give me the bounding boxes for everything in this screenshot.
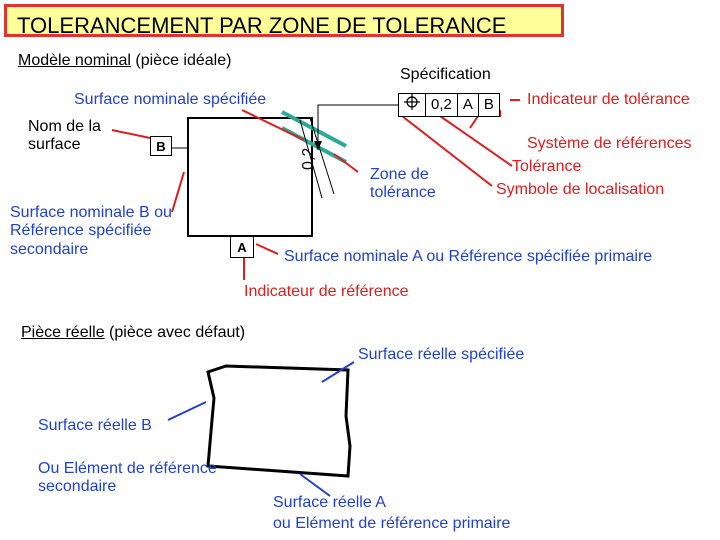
surface-reelle-a-line1: Surface réelle A <box>273 494 386 511</box>
surface-reelle-a-line2: ou Elément de référence primaire <box>273 515 511 532</box>
datum-b-letter: B <box>156 138 166 154</box>
surface-b-reference-label: Surface nominale B ou Référence spécifiée secondaire <box>10 204 172 258</box>
surface-a-reference-label: Surface nominale A ou Référence spécifiée primaire <box>284 248 653 265</box>
page-title: TOLERANCEMENT PAR ZONE DE TOLERANCE <box>17 13 507 38</box>
datum-a-tag <box>230 236 254 258</box>
real-part-heading <box>21 324 245 342</box>
leader-reelle-b <box>168 402 206 420</box>
nominal-model-heading <box>18 52 231 70</box>
symbole-localisation-label: Symbole de localisation <box>496 181 665 198</box>
leader-systeme-ref <box>470 116 478 128</box>
systeme-references-label: Système de références <box>527 135 692 152</box>
leader-surface-specifiee <box>242 110 304 140</box>
real-part-outline <box>208 366 350 476</box>
nominal-model-suffix: (pièce idéale) <box>130 52 232 69</box>
surface-nominale-specifiee-label: Surface nominale spécifiée <box>74 91 267 108</box>
specification-label: Spécification <box>400 66 491 83</box>
datum-b-tag <box>150 136 172 156</box>
surface-reelle-specifiee-label: Surface réelle spécifiée <box>358 346 525 363</box>
indicateur-tolerance-label: Indicateur de tolérance <box>527 91 690 108</box>
fcf-tolerance-cell: 0,2 <box>426 94 458 116</box>
fcf-leader <box>318 105 398 150</box>
fcf-datum-b-cell: B <box>483 96 494 113</box>
leader-surface-a <box>256 244 278 254</box>
tolerance-dimension-label: 0,2 <box>300 147 317 170</box>
real-part-label: Pièce réelle <box>21 324 105 341</box>
fcf-datum-a-cell: A <box>458 94 479 116</box>
element-ref-secondaire-label: Ou Elément de référence secondaire <box>38 460 217 496</box>
zone-tolerance-label: Zone de tolérance <box>370 166 436 202</box>
leader-reelle-a <box>300 474 330 496</box>
leader-zone <box>334 154 358 172</box>
nominal-model-label: Modèle nominal <box>18 52 131 69</box>
indicateur-reference-label: Indicateur de référence <box>244 283 409 300</box>
tolerance-zone-line-1 <box>282 112 346 146</box>
leader-tolerance <box>440 116 512 166</box>
datum-a-letter: A <box>237 239 247 255</box>
feature-control-frame <box>398 93 500 117</box>
real-part-suffix: (pièce avec défaut) <box>104 324 246 341</box>
tolerance-label: Tolérance <box>512 158 582 175</box>
nom-surface-label: Nom de la surface <box>28 118 101 154</box>
position-symbol-icon <box>404 94 420 117</box>
fcf-symbol-cell <box>399 94 426 116</box>
surface-reelle-b-label: Surface réelle B <box>38 417 152 434</box>
